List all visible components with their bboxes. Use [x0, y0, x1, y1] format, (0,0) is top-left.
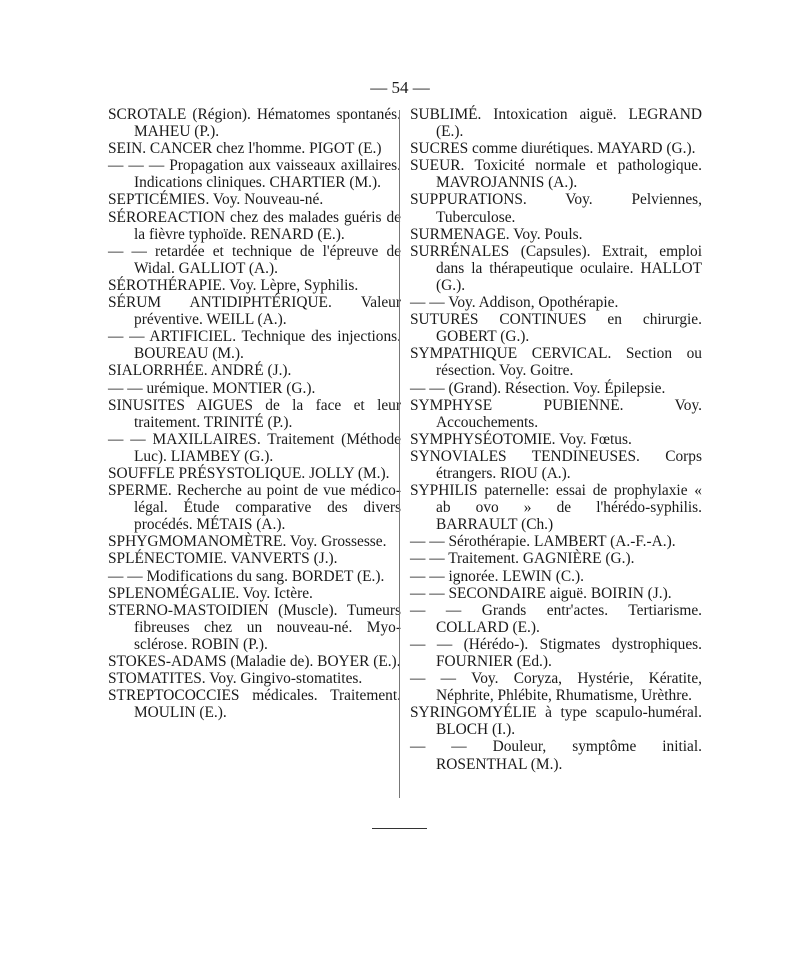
- index-entry: SURRÉNALES (Capsules). Extrait, emploi dans la thérapeutique oculaire. HALLOT (G.).: [410, 242, 702, 294]
- page-number: — 54 —: [370, 78, 430, 97]
- index-entry: SIALORRHÉE. ANDRÉ (J.).: [108, 362, 292, 380]
- index-entry: — — Modifications du sang. BORDET (E.).: [108, 567, 385, 585]
- index-entry: SYRINGOMYÉLIE à type scapulo-huméral. BLOCH (I.).: [410, 704, 702, 739]
- index-entry: SUEUR. Toxicité normale et pathologique. MAVROJANNIS (A.).: [410, 157, 702, 192]
- column-divider: [399, 110, 400, 798]
- index-entry: SYMPHYSE PUBIENNE. Voy. Accouchements.: [410, 396, 702, 431]
- bottom-rule: [372, 828, 427, 829]
- index-entry: SUCRES comme diurétiques. MAYARD (G.).: [410, 140, 696, 158]
- index-entry: — — urémique. MONTIER (G.).: [108, 379, 316, 397]
- index-entry: SYMPATHIQUE CERVICAL. Section ou résection. Voy. Goitre.: [410, 345, 702, 380]
- index-entry: — — retardée et technique de l'épreuve de Widal. GALLIOT (A.).: [108, 242, 401, 277]
- index-entry: SUBLIMÉ. Intoxication aiguë. LEGRAND (E.).: [410, 106, 702, 141]
- index-entry: — — Sérothérapie. LAMBERT (A.-F.-A.).: [410, 533, 676, 551]
- index-entry: SUPPURATIONS. Voy. Pelviennes, Tuberculose.: [410, 191, 702, 226]
- index-entry: SYNOVIALES TENDINEUSES. Corps étrangers. RIOU (A.).: [410, 447, 702, 482]
- index-column-right: [410, 106, 702, 773]
- index-entry: — — Grands entr'actes. Tertiarisme. COLLARD (E.).: [410, 601, 702, 636]
- index-entry: STERNO-MASTOIDIEN (Muscle). Tumeurs fibreuses chez un nouveau-né. Myo-sclérose. ROBIN (P.).: [108, 601, 401, 653]
- index-entry: — — (Hérédo-). Stigmates dystrophiques. FOURNIER (Ed.).: [410, 635, 702, 670]
- index-entry: SCROTALE (Région). Hématomes spontanés. MAHEU (P.).: [108, 106, 401, 141]
- index-entry: SINUSITES AIGUES de la face et leur traitement. TRINITÉ (P.).: [108, 396, 401, 431]
- index-entry: SPERME. Recherche au point de vue médico-légal. Étude comparative des divers procédés. MÉTAIS (A.).: [108, 482, 401, 534]
- index-entry: SPLÉNECTOMIE. VANVERTS (J.).: [108, 550, 338, 568]
- index-entry: SEIN. CANCER chez l'homme. PIGOT (E.): [108, 140, 382, 158]
- index-entry: STOKES-ADAMS (Maladie de). BOYER (E.).: [108, 653, 401, 670]
- index-entry: SPLENOMÉGALIE. Voy. Ictère.: [108, 584, 313, 602]
- index-entry: SUTURES CONTINUES en chirurgie. GOBERT (G.).: [410, 311, 702, 346]
- index-entry: SPHYGMOMANOMÈTRE. Voy. Grossesse.: [108, 533, 387, 551]
- index-entry: — — Traitement. GAGNIÈRE (G.).: [410, 550, 635, 568]
- index-entry: SÉROREACTION chez des malades guéris de la fièvre typhoïde. RENARD (E.).: [108, 208, 401, 243]
- index-entry: — — Douleur, symptôme initial. ROSENTHAL (M.).: [410, 738, 702, 773]
- index-entry: STREPTOCOCCIES médicales. Traitement. MOULIN (E.).: [108, 687, 401, 722]
- index-entry: SOUFFLE PRÉSYSTOLIQUE. JOLLY (M.).: [108, 464, 390, 482]
- index-entry: SEPTICÉMIES. Voy. Nouveau-né.: [108, 191, 324, 209]
- index-entry: STOMATITES. Voy. Gingivo-stomatites.: [108, 670, 363, 688]
- index-entry: — — Voy. Coryza, Hystérie, Kératite, Néphrite, Phlébite, Rhumatisme, Urèthre.: [410, 670, 702, 705]
- index-entry: SURMENAGE. Voy. Pouls.: [410, 225, 583, 243]
- index-entry: — — ignorée. LEWIN (C.).: [410, 567, 584, 585]
- index-entry: SÉRUM ANTIDIPHTÉRIQUE. Valeur préventive. WEILL (A.).: [108, 294, 401, 329]
- index-column-left: [108, 106, 401, 721]
- index-entry: — — (Grand). Résection. Voy. Épilepsie.: [410, 379, 666, 397]
- index-entry: — — ARTIFICIEL. Technique des injections. BOUREAU (M.).: [108, 328, 401, 363]
- index-entry: SÉROTHÉRAPIE. Voy. Lèpre, Syphilis.: [108, 276, 359, 294]
- index-entry: SYPHILIS paternelle: essai de prophylaxie « ab ovo » de l'hérédo-syphilis. BARRAULT (Ch.): [410, 482, 702, 534]
- index-entry: — — SECONDAIRE aiguë. BOIRIN (J.).: [410, 584, 672, 602]
- index-entry: — — Voy. Addison, Opothérapie.: [410, 294, 619, 312]
- index-entry: — — MAXILLAIRES. Traitement (Méthode Luc). LIAMBEY (G.).: [108, 430, 401, 465]
- index-entry: — — — Propagation aux vaisseaux axillaires. Indications cliniques. CHARTIER (M.).: [108, 157, 401, 192]
- index-entry: SYMPHYSÉOTOMIE. Voy. Fœtus.: [410, 430, 632, 448]
